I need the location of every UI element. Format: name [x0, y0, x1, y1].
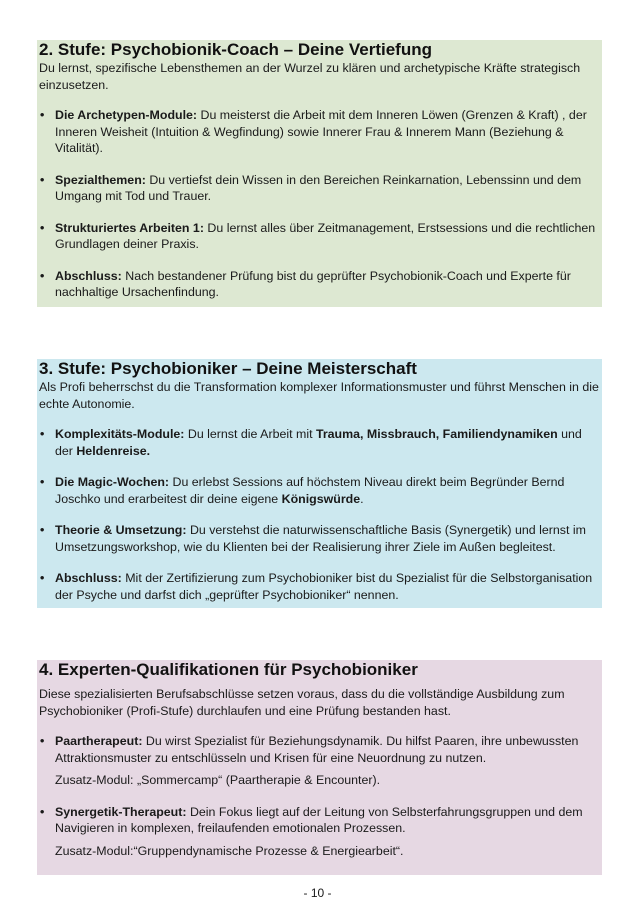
zusatz-modul: Zusatz-Modul:“Gruppendynamische Prozesse & Energiearbeit“.	[55, 843, 404, 858]
list-item	[39, 570, 600, 603]
item-label: Spezialthemen:	[55, 172, 146, 187]
item-label: Die Magic-Wochen:	[55, 475, 170, 489]
item-text: Nach bestandener Prüfung bist du geprüfter Psychobionik-Coach und Experte für nachhaltige Ursachenfindung.	[55, 268, 571, 299]
item-text: Du erlebst Sessions auf höchstem Niveau direkt beim Begründer Bernd Joschko und erarbeitest dir deine eigene	[55, 475, 565, 506]
list-item	[39, 220, 600, 253]
section-title: 3. Stufe: Psychobioniker – Deine Meisterschaft	[39, 359, 417, 378]
item-label: Theorie & Umsetzung:	[55, 523, 187, 537]
bullet-list	[39, 107, 600, 301]
item-text: Du wirst Spezialist für Beziehungsdynamik. Du hilfst Paaren, ihre unbewussten Attraktionsmuster zu entschlüsseln und Krisen für eine Neuordnung zu nutzen.	[55, 734, 579, 765]
page-number: - 10 -	[303, 886, 332, 900]
item-label: Strukturiertes Arbeiten 1:	[55, 220, 204, 235]
list-item	[39, 733, 600, 789]
list-item	[39, 804, 600, 860]
bullet-list	[39, 426, 600, 603]
item-text: Du lernst alles über Zeitmanagement, Erstsessions und die rechtlichen Grundlagen deiner Praxis.	[55, 220, 596, 251]
item-emphasis: Königswürde	[281, 491, 361, 506]
section-stufe-2	[37, 40, 602, 307]
list-item	[39, 522, 600, 555]
item-text: Mit der Zertifizierung zum Psychobioniker bist du Spezialist für die Selbstorganisation der Psyche und darfst dich „geprüfter Psychobioniker“ nennen.	[55, 571, 593, 602]
list-item	[39, 107, 600, 157]
bullet-list	[39, 733, 600, 859]
section-intro: Du lernst, spezifische Lebensthemen an der Wurzel zu klären und archetypische Kräfte strategisch einzusetzen.	[39, 61, 581, 92]
list-item	[39, 426, 600, 459]
item-label: Die Archetypen-Module:	[55, 108, 198, 122]
item-text: Du lernst die Arbeit mit	[184, 427, 316, 441]
item-label: Komplexitäts-Module:	[55, 427, 185, 441]
item-text: Du verstehst die naturwissenschaftliche Basis (Synergetik) und lernst im Umsetzungsworkshop, wie du Klienten bei der Realisierung ihrer Ziele im Außen begleitest.	[55, 523, 586, 554]
item-emphasis: Heldenreise.	[76, 443, 151, 458]
item-label: Paartherapeut:	[55, 734, 143, 748]
item-label: Synergetik-Therapeut:	[55, 804, 187, 819]
item-label: Abschluss:	[55, 268, 122, 283]
section-stufe-3	[37, 359, 602, 608]
item-text: .	[360, 491, 364, 506]
item-text: Du meisterst die Arbeit mit dem Inneren Löwen (Grenzen & Kraft) , der Inneren Weisheit (Intuition & Wegfindung) sowie Innerer Frau & Innerem Mann (Beziehung & Vitalität).	[55, 108, 587, 155]
section-title: 2. Stufe: Psychobionik-Coach – Deine Vertiefung	[39, 40, 432, 59]
section-intro: Diese spezialisierten Berufsabschlüsse setzen voraus, dass du die vollständige Ausbildung zum Psychobioniker (Profi-Stufe) durchlaufen und eine Prüfung bestanden hast.	[39, 687, 565, 718]
section-experten	[37, 660, 602, 875]
list-item	[39, 172, 600, 205]
list-item	[39, 268, 600, 301]
item-emphasis: Trauma, Missbrauch, Familiendynamiken	[315, 427, 558, 441]
section-title: 4. Experten-Qualifikationen für Psychobioniker	[39, 660, 418, 679]
zusatz-modul: Zusatz-Modul: „Sommercamp“ (Paartherapie & Encounter).	[55, 773, 381, 787]
section-intro: Als Profi beherrschst du die Transformation komplexer Informationsmuster und führst Menschen in die echte Autonomie.	[39, 380, 599, 411]
item-label: Abschluss:	[55, 571, 122, 585]
item-text: und der	[55, 427, 582, 458]
item-text: Dein Fokus liegt auf der Leitung von Selbsterfahrungsgruppen und dem Navigieren in komplexen, freilaufenden emotionalen Prozessen.	[55, 804, 583, 835]
item-text: Du vertiefst dein Wissen in den Bereichen Reinkarnation, Lebenssinn und dem Umgang mit Tod und Trauer.	[55, 172, 582, 203]
list-item	[39, 474, 600, 507]
